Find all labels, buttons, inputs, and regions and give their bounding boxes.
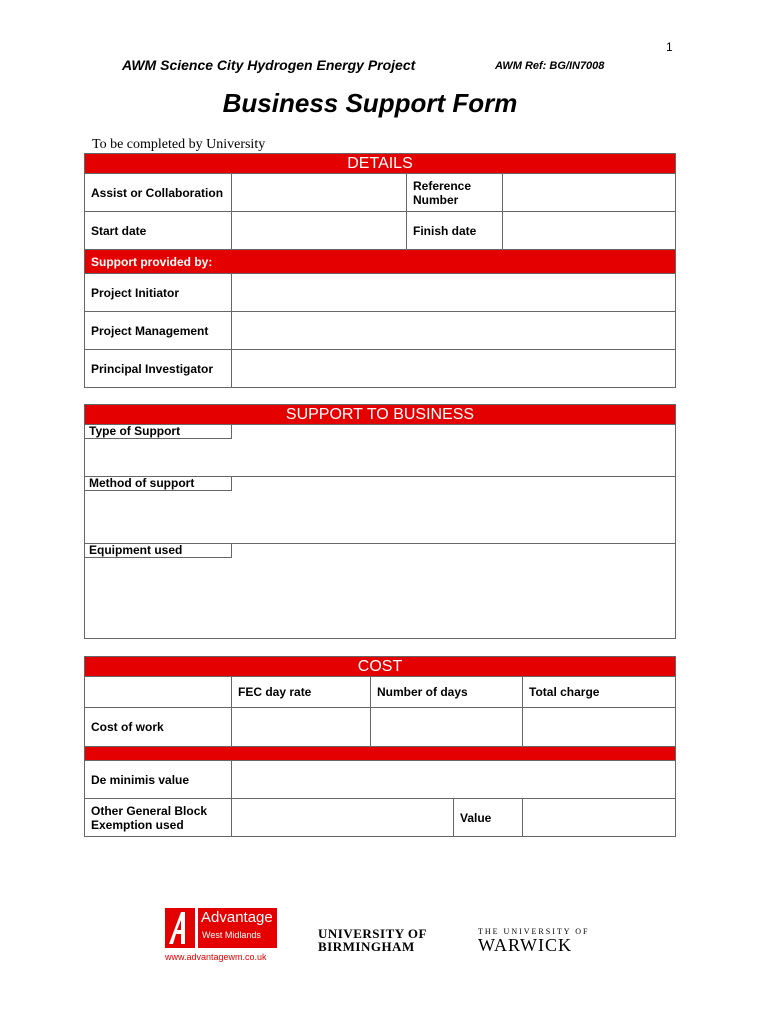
cost-heading: COST [85, 657, 676, 677]
fec-day-rate-field[interactable] [232, 708, 371, 747]
uob-line1: UNIVERSITY OF [318, 926, 427, 941]
de-minimis-field[interactable] [232, 761, 676, 799]
block-exemption-label: Other General Block Exemption used [85, 799, 232, 837]
de-minimis-label: De minimis value [85, 761, 232, 799]
cost-of-work-label: Cost of work [85, 708, 232, 747]
reference-label: Reference Number [407, 174, 503, 212]
cost-blank-header [85, 677, 232, 708]
investigator-label: Principal Investigator [85, 350, 232, 388]
finish-date-label: Finish date [407, 212, 503, 250]
support-table [84, 404, 676, 639]
type-of-support-label: Type of Support [85, 425, 232, 439]
start-date-field[interactable] [232, 212, 407, 250]
uow-line1: THE UNIVERSITY OF [478, 927, 590, 936]
university-of-birmingham-logo [318, 927, 427, 953]
number-of-days-label: Number of days [371, 677, 523, 708]
management-field[interactable] [232, 312, 676, 350]
initiator-label: Project Initiator [85, 274, 232, 312]
number-of-days-field[interactable] [371, 708, 523, 747]
total-charge-field[interactable] [523, 708, 676, 747]
reference-field[interactable] [503, 174, 676, 212]
equipment-used-field[interactable] [85, 544, 676, 639]
value-label: Value [454, 799, 523, 837]
details-table [84, 153, 676, 388]
type-of-support-field[interactable] [85, 425, 676, 477]
start-date-label: Start date [85, 212, 232, 250]
support-heading: SUPPORT TO BUSINESS [85, 405, 676, 425]
cost-table [84, 656, 676, 837]
footer-logos [0, 900, 770, 980]
method-of-support-label: Method of support [85, 477, 232, 491]
awm-line2: West Midlands [202, 930, 261, 940]
header-ref: AWM Ref: BG/IN7008 [495, 60, 605, 72]
value-field[interactable] [523, 799, 676, 837]
equipment-used-label: Equipment used [85, 544, 232, 558]
assist-label: Assist or Collaboration [85, 174, 232, 212]
method-of-support-field[interactable] [85, 477, 676, 544]
support-by-heading: Support provided by: [85, 250, 676, 274]
initiator-field[interactable] [232, 274, 676, 312]
awm-url: www.advantagewm.co.uk [165, 952, 267, 962]
total-charge-label: Total charge [523, 677, 676, 708]
advantage-west-midlands-logo [165, 908, 277, 948]
investigator-field[interactable] [232, 350, 676, 388]
uob-line2: BIRMINGHAM [318, 939, 415, 954]
assist-field[interactable] [232, 174, 407, 212]
uow-line2: WARWICK [478, 935, 572, 955]
cost-divider [85, 747, 676, 761]
awm-line1: Advantage [201, 909, 273, 926]
awm-mark-icon [165, 908, 195, 948]
finish-date-field[interactable] [503, 212, 676, 250]
block-exemption-field[interactable] [232, 799, 454, 837]
page-title: Business Support Form [222, 88, 518, 118]
page-number: 1 [666, 40, 673, 54]
subtitle: To be completed by University [92, 137, 266, 152]
details-heading: DETAILS [85, 154, 676, 174]
management-label: Project Management [85, 312, 232, 350]
fec-day-rate-label: FEC day rate [232, 677, 371, 708]
header-project: AWM Science City Hydrogen Energy Project [122, 57, 416, 73]
